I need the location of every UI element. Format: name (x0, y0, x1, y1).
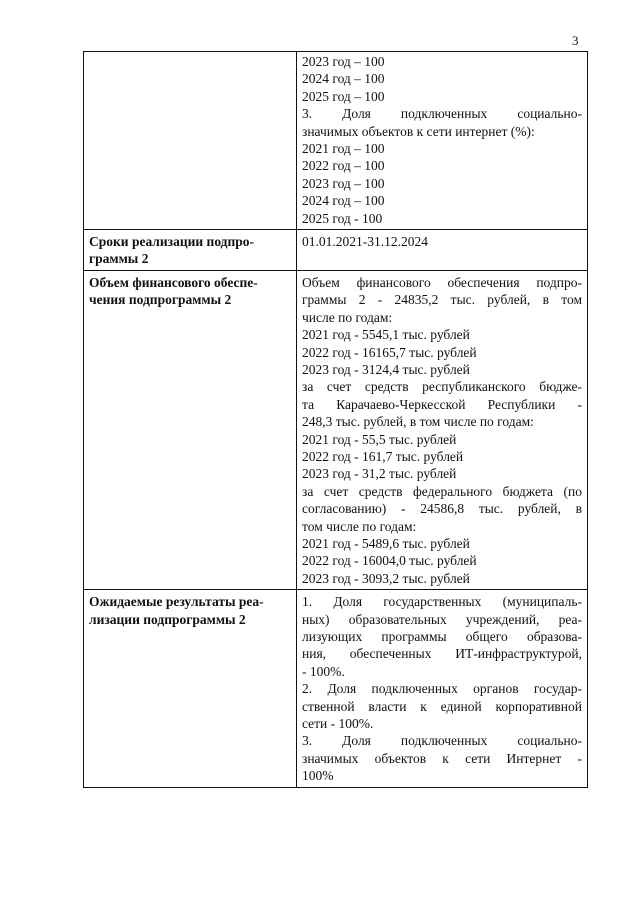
value-line: значимых объектов к сети Интернет - (302, 750, 582, 766)
value-line: 01.01.2021-31.12.2024 (302, 234, 428, 250)
label-line: Объем финансового обеспе- (89, 274, 258, 290)
value-line: 2023 год – 100 (302, 175, 385, 191)
value-line: Объем финансового обеспечения подпро- (302, 274, 582, 290)
value-line: 2024 год – 100 (302, 71, 385, 87)
row-indicators-continuation (84, 52, 588, 230)
value-line: 248,3 тыс. рублей, в том числе по годам: (302, 414, 534, 430)
label-cell (84, 230, 297, 271)
page-number: 3 (572, 33, 579, 48)
value-line: 2021 год - 5489,6 тыс. рублей (302, 535, 470, 551)
value-cell (297, 590, 588, 787)
value-line: сети - 100%. (302, 716, 374, 732)
value-cell (297, 230, 588, 271)
label-line: Ожидаемые результаты реа- (89, 594, 264, 610)
value-line: 2024 год – 100 (302, 193, 385, 209)
value-line: ственной власти к единой корпоративной (302, 698, 582, 714)
value-line: 2022 год - 16004,0 тыс. рублей (302, 553, 477, 569)
value-line: числе по годам: (302, 309, 393, 325)
value-line: 2023 год - 31,2 тыс. рублей (302, 466, 457, 482)
value-line: 3. Доля подключенных социально- (302, 106, 582, 122)
table-body (84, 52, 588, 788)
label-cell (84, 52, 297, 230)
label-cell (84, 590, 297, 787)
value-cell (297, 52, 588, 230)
label-line: лизации подпрограммы 2 (89, 611, 246, 627)
value-line: 2025 год - 100 (302, 210, 383, 226)
value-line: лизующих программы общего образова- (302, 629, 582, 644)
value-line: 2022 год - 161,7 тыс. рублей (302, 448, 464, 464)
value-line: 2022 год - 16165,7 тыс. рублей (302, 344, 477, 360)
row-expected-results (84, 590, 588, 787)
value-line: ных) образовательных учреждений, реа- (302, 611, 582, 627)
label-line: Сроки реализации подпро- (89, 234, 255, 250)
value-line: 100% (302, 768, 334, 784)
label-line: граммы 2 (89, 251, 149, 267)
value-line: за счет средств федерального бюджета (по (302, 483, 582, 499)
value-line: та Карачаево-Черкесской Республики - (302, 396, 582, 412)
value-line: 2021 год - 5545,1 тыс. рублей (302, 327, 470, 343)
value-cell (297, 270, 588, 589)
value-line: том числе по годам: (302, 518, 417, 534)
value-line: 2021 год – 100 (302, 141, 385, 157)
value-line: 2023 год - 3124,4 тыс. рублей (302, 361, 470, 377)
value-line: согласованию) - 24586,8 тыс. рублей, в (302, 501, 582, 517)
value-line: - 100%. (302, 663, 345, 679)
value-line: 1. Доля государственных (муниципаль- (302, 594, 582, 610)
value-line: 3. Доля подключенных социально- (302, 733, 582, 749)
passport-table (83, 51, 588, 788)
value-line: 2022 год – 100 (302, 158, 385, 174)
row-implementation-period (84, 230, 588, 271)
label-line: чения подпрограммы 2 (89, 292, 232, 308)
value-line: граммы 2 - 24835,2 тыс. рублей, в том (302, 292, 582, 308)
value-line: 2. Доля подключенных органов государ- (302, 681, 582, 697)
value-line: значимых объектов к сети интернет (%): (302, 123, 535, 139)
value-line: 2023 год – 100 (302, 54, 385, 69)
value-line: 2021 год - 55,5 тыс. рублей (302, 431, 457, 447)
label-cell (84, 270, 297, 589)
value-line: 2025 год – 100 (302, 88, 385, 104)
value-line: за счет средств республиканского бюдже- (302, 379, 582, 395)
value-line: ния, обеспеченных ИТ-инфраструктурой, (302, 646, 582, 662)
row-funding-volume (84, 270, 588, 589)
value-line: 2023 год - 3093,2 тыс. рублей (302, 570, 470, 586)
